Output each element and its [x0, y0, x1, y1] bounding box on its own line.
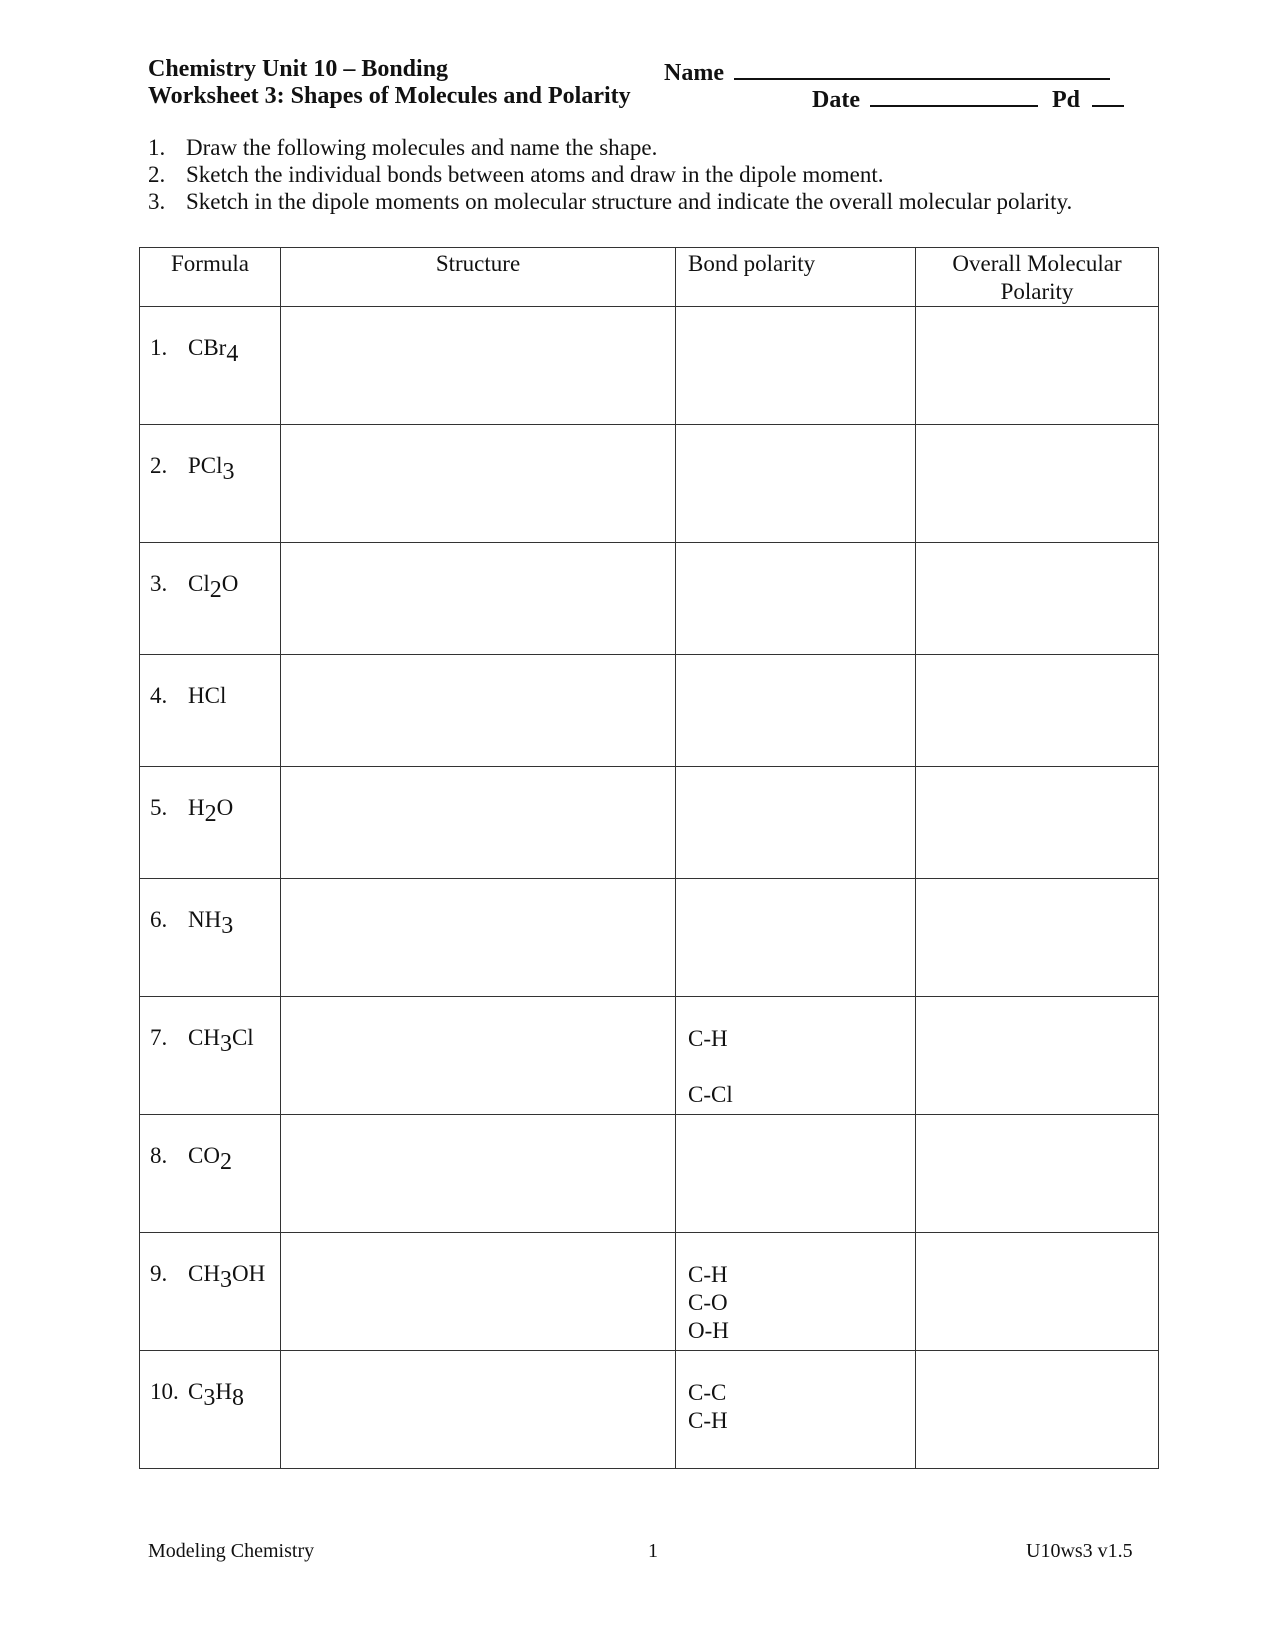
- date-label: Date: [812, 87, 860, 113]
- row-number: 8.: [150, 1143, 168, 1168]
- table-row: [140, 307, 1159, 425]
- formula-part: OH: [231, 1261, 266, 1286]
- formula-part: 8: [231, 1385, 244, 1411]
- instruction-3: 3. Sketch in the dipole moments on molecular structure and indicate the overall molecular polarity.: [148, 189, 1073, 214]
- formula-part: 3: [203, 1385, 216, 1411]
- overall-polarity-cell[interactable]: [916, 879, 1159, 997]
- bond-polarity-cell[interactable]: [676, 1233, 916, 1351]
- overall-polarity-cell[interactable]: [916, 425, 1159, 543]
- formula-part: 3: [219, 1267, 232, 1293]
- row-number: 3.: [150, 571, 168, 596]
- bond-label: C-H: [688, 1262, 728, 1287]
- formula-part: O: [216, 795, 234, 820]
- structure-cell[interactable]: [281, 767, 676, 879]
- formula-part: H: [215, 1379, 232, 1404]
- formula-cell: [140, 767, 281, 879]
- formula-cell: [140, 997, 281, 1115]
- overall-polarity-cell[interactable]: [916, 1351, 1159, 1469]
- table-row: [140, 425, 1159, 543]
- structure-cell[interactable]: [281, 1115, 676, 1233]
- bond-polarity-cell[interactable]: [676, 655, 916, 767]
- bond-polarity-cell[interactable]: [676, 1351, 916, 1469]
- structure-cell[interactable]: [281, 655, 676, 767]
- formula-cell: [140, 543, 281, 655]
- bond-polarity-cell[interactable]: [676, 879, 916, 997]
- formula-cell: [140, 655, 281, 767]
- formula-part: Cl: [188, 571, 210, 596]
- formula-cell: [140, 1115, 281, 1233]
- formula-part: 2: [219, 1149, 232, 1175]
- bond-label: C-C: [688, 1380, 727, 1405]
- overall-polarity-cell[interactable]: [916, 767, 1159, 879]
- formula-part: 3: [221, 913, 234, 939]
- formula-part: O: [221, 571, 239, 596]
- name-label: Name: [664, 60, 724, 86]
- course-title: Chemistry Unit 10 – Bonding: [148, 56, 449, 82]
- bond-polarity-cell[interactable]: [676, 1115, 916, 1233]
- header-structure: Structure: [281, 248, 676, 307]
- formula-cell: [140, 1351, 281, 1469]
- overall-polarity-cell[interactable]: [916, 1233, 1159, 1351]
- bond-label: C-H: [688, 1408, 728, 1433]
- bond-label: O-H: [688, 1318, 729, 1343]
- date-field: [812, 83, 1124, 114]
- row-number: 10.: [150, 1379, 179, 1404]
- period-blank[interactable]: [1092, 83, 1124, 107]
- formula-part: HCl: [188, 683, 227, 708]
- table-row: [140, 879, 1159, 997]
- row-number: 9.: [150, 1261, 168, 1286]
- row-number: 4.: [150, 683, 168, 708]
- row-number: 6.: [150, 907, 168, 932]
- table-row: [140, 655, 1159, 767]
- formula-part: CH: [188, 1261, 220, 1286]
- period-label: Pd: [1051, 87, 1080, 113]
- table-header-row: [140, 248, 1159, 307]
- formula-part: CBr: [188, 335, 227, 360]
- bond-polarity-cell[interactable]: [676, 425, 916, 543]
- structure-cell[interactable]: [281, 425, 676, 543]
- bond-label: C-O: [688, 1290, 728, 1315]
- bond-polarity-cell[interactable]: [676, 767, 916, 879]
- overall-polarity-cell[interactable]: [916, 307, 1159, 425]
- structure-cell[interactable]: [281, 1233, 676, 1351]
- footer-right: U10ws3 v1.5: [1026, 1540, 1133, 1562]
- formula-part: 4: [226, 341, 239, 367]
- formula-cell: [140, 425, 281, 543]
- footer-left: Modeling Chemistry: [148, 1540, 315, 1562]
- worksheet-table: [139, 247, 1159, 1469]
- row-number: 2.: [150, 453, 168, 478]
- name-blank[interactable]: [734, 56, 1110, 80]
- formula-part: PCl: [188, 453, 223, 478]
- table-row: [140, 997, 1159, 1115]
- bond-label: C-Cl: [688, 1082, 733, 1107]
- worksheet-title: Worksheet 3: Shapes of Molecules and Polarity: [148, 83, 631, 109]
- table-row: [140, 1233, 1159, 1351]
- date-blank[interactable]: [870, 83, 1038, 107]
- row-number: 1.: [150, 335, 168, 360]
- structure-cell[interactable]: [281, 997, 676, 1115]
- formula-part: Cl: [231, 1025, 254, 1050]
- formula-cell: [140, 307, 281, 425]
- instruction-2: 2. Sketch the individual bonds between atoms and draw in the dipole moment.: [148, 162, 884, 187]
- bond-label: C-H: [688, 1026, 728, 1051]
- overall-polarity-cell[interactable]: [916, 997, 1159, 1115]
- formula-cell: [140, 1233, 281, 1351]
- table-row: [140, 1351, 1159, 1469]
- formula-cell: [140, 879, 281, 997]
- formula-part: 2: [204, 801, 217, 827]
- table-row: [140, 543, 1159, 655]
- formula-part: 3: [222, 459, 235, 485]
- formula-part: 2: [209, 577, 222, 603]
- overall-polarity-cell[interactable]: [916, 655, 1159, 767]
- instruction-1: 1. Draw the following molecules and name the shape.: [148, 135, 658, 160]
- bond-polarity-cell[interactable]: [676, 307, 916, 425]
- bond-label: [688, 1053, 915, 1081]
- structure-cell[interactable]: [281, 307, 676, 425]
- table-row: [140, 767, 1159, 879]
- table-row: [140, 1115, 1159, 1233]
- row-number: 5.: [150, 795, 168, 820]
- formula-part: NH: [188, 907, 222, 932]
- structure-cell[interactable]: [281, 543, 676, 655]
- row-number: 7.: [150, 1025, 168, 1050]
- formula-part: CH: [188, 1025, 220, 1050]
- header-formula: Formula: [140, 248, 281, 307]
- formula-part: CO: [188, 1143, 220, 1168]
- structure-cell[interactable]: [281, 1351, 676, 1469]
- page-number: 1: [648, 1540, 658, 1562]
- bond-polarity-cell[interactable]: [676, 543, 916, 655]
- overall-polarity-cell[interactable]: [916, 543, 1159, 655]
- header-overall-polarity: Overall Molecular Polarity: [916, 248, 1159, 307]
- formula-part: 3: [219, 1031, 232, 1057]
- header-bond-polarity: Bond polarity: [676, 248, 916, 307]
- formula-part: C: [188, 1379, 204, 1404]
- overall-polarity-cell[interactable]: [916, 1115, 1159, 1233]
- structure-cell[interactable]: [281, 879, 676, 997]
- formula-part: H: [188, 795, 205, 820]
- bond-polarity-cell[interactable]: [676, 997, 916, 1115]
